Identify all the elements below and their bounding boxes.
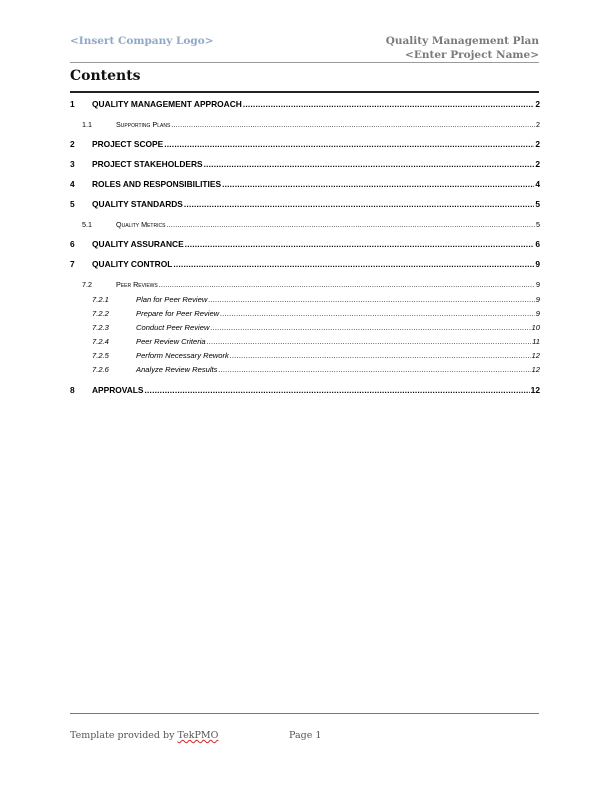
- toc-label: Prepare for Peer Review: [136, 309, 220, 318]
- toc-number: 7.2.3: [92, 323, 109, 332]
- toc-entry[interactable]: [70, 351, 540, 360]
- toc-page-number: 2: [535, 159, 540, 169]
- toc-page-number: 12: [531, 351, 540, 360]
- toc-entry[interactable]: [70, 259, 540, 269]
- toc-page-number: 11: [532, 337, 540, 346]
- footer-template-text: Template provided by: [70, 730, 178, 741]
- footer-credit: [70, 730, 218, 741]
- toc-page-number: 9: [536, 280, 540, 289]
- toc-label: QUALITY ASSURANCE: [92, 239, 184, 249]
- toc-leader-dots: [164, 139, 534, 149]
- contents-heading: Contents: [70, 68, 141, 84]
- toc-leader-dots: [207, 337, 531, 346]
- toc-entry[interactable]: [70, 99, 540, 109]
- document-title: Quality Management Plan: [385, 35, 539, 47]
- toc-leader-dots: [208, 295, 534, 304]
- toc-entry[interactable]: [70, 199, 540, 209]
- toc-label: Peer Reviews: [116, 280, 158, 289]
- toc-entry[interactable]: [70, 280, 540, 289]
- toc-label: QUALITY MANAGEMENT APPROACH: [92, 99, 242, 109]
- toc-entry[interactable]: [70, 309, 540, 318]
- toc-leader-dots: [210, 323, 530, 332]
- toc-page-number: 5: [536, 220, 540, 229]
- page-number: Page 1: [289, 730, 322, 741]
- toc-label: APPROVALS: [92, 385, 144, 395]
- toc-page-number: 6: [535, 239, 540, 249]
- toc-number: 7.2.4: [92, 337, 109, 346]
- footer-brand-link[interactable]: TekPMO: [177, 730, 219, 741]
- toc-leader-dots: [218, 365, 530, 374]
- toc-label: QUALITY CONTROL: [92, 259, 173, 269]
- toc-page-number: 2: [535, 139, 540, 149]
- toc-page-number: 5: [535, 199, 540, 209]
- toc-label: ROLES AND RESPONSIBILITIES: [92, 179, 222, 189]
- toc-number: 3: [70, 159, 75, 169]
- toc-number: 5: [70, 199, 75, 209]
- toc-page-number: 4: [535, 179, 540, 189]
- toc-label: QUALITY STANDARDS: [92, 199, 183, 209]
- toc-entry[interactable]: [70, 220, 540, 229]
- toc-entry[interactable]: [70, 337, 540, 346]
- table-of-contents: [70, 0, 540, 789]
- toc-label: Perform Necessary Rework: [136, 351, 229, 360]
- toc-label: Analyze Review Results: [136, 365, 218, 374]
- toc-label: Plan for Peer Review: [136, 295, 208, 304]
- toc-entry[interactable]: [70, 295, 540, 304]
- toc-leader-dots: [171, 120, 535, 129]
- toc-page-number: 12: [530, 385, 540, 395]
- toc-entry[interactable]: [70, 239, 540, 249]
- toc-page-number: 12: [531, 365, 540, 374]
- toc-leader-dots: [230, 351, 531, 360]
- toc-entry[interactable]: [70, 139, 540, 149]
- toc-label: PROJECT STAKEHOLDERS: [92, 159, 203, 169]
- toc-leader-dots: [145, 385, 530, 395]
- toc-label: Quality Metrics: [116, 220, 166, 229]
- toc-leader-dots: [185, 239, 535, 249]
- toc-number: 7.2.1: [92, 295, 109, 304]
- toc-label: PROJECT SCOPE: [92, 139, 164, 149]
- toc-leader-dots: [173, 259, 534, 269]
- toc-leader-dots: [159, 280, 535, 289]
- toc-leader-dots: [220, 309, 535, 318]
- toc-number: 1: [70, 99, 75, 109]
- toc-number: 4: [70, 179, 75, 189]
- toc-leader-dots: [166, 220, 535, 229]
- toc-number: 7.2.6: [92, 365, 109, 374]
- toc-page-number: 2: [535, 99, 540, 109]
- toc-number: 5.1: [82, 220, 92, 229]
- toc-entry[interactable]: [70, 120, 540, 129]
- company-logo-placeholder: <Insert Company Logo>: [70, 35, 214, 47]
- toc-entry[interactable]: [70, 385, 540, 395]
- toc-entry[interactable]: [70, 179, 540, 189]
- toc-entry[interactable]: [70, 365, 540, 374]
- toc-number: 8: [70, 385, 75, 395]
- toc-number: 2: [70, 139, 75, 149]
- toc-leader-dots: [184, 199, 534, 209]
- project-name-placeholder: <Enter Project Name>: [405, 49, 539, 61]
- toc-label: Conduct Peer Review: [136, 323, 210, 332]
- toc-number: 7.2.5: [92, 351, 109, 360]
- toc-label: Supporting Plans: [116, 120, 171, 129]
- toc-page-number: 9: [535, 259, 540, 269]
- toc-page-number: 10: [531, 323, 540, 332]
- toc-number: 7: [70, 259, 75, 269]
- toc-page-number: 9: [535, 295, 540, 304]
- toc-number: 7.2.2: [92, 309, 109, 318]
- toc-entry[interactable]: [70, 323, 540, 332]
- toc-leader-dots: [243, 99, 535, 109]
- toc-page-number: 2: [536, 120, 540, 129]
- toc-number: 6: [70, 239, 75, 249]
- toc-leader-dots: [222, 179, 534, 189]
- toc-leader-dots: [204, 159, 535, 169]
- toc-label: Peer Review Criteria: [136, 337, 206, 346]
- toc-number: 7.2: [82, 280, 92, 289]
- footer-divider: [70, 713, 539, 714]
- toc-entry[interactable]: [70, 159, 540, 169]
- toc-number: 1.1: [82, 120, 92, 129]
- toc-page-number: 9: [535, 309, 540, 318]
